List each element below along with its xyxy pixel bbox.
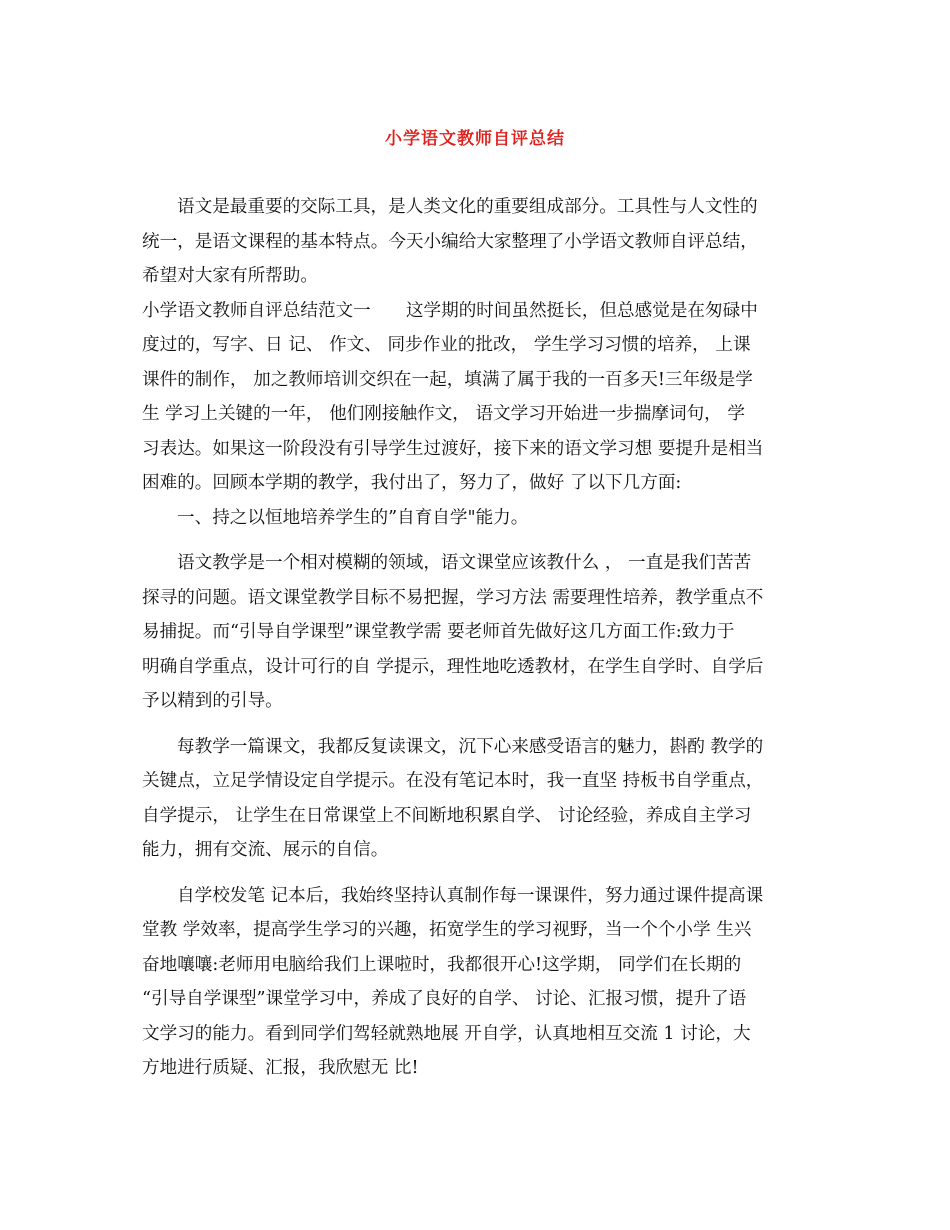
paragraph-gap bbox=[142, 868, 808, 879]
text-line: 文学习的能力。看到同学们驾轻就熟地展 开自学，认真地相互交流 1 讨论，大 bbox=[142, 1023, 751, 1044]
text-line: 堂教 学效率，提高学生学习的兴趣，拓宽学生的学习视野，当一个个小学 生兴 bbox=[142, 920, 752, 940]
text-line: 度过的，写字、日 记、 作文、 同步作业的批改， 学生学习习惯的培养， 上课 bbox=[142, 335, 751, 355]
text-line: 易捕捉。而“引导自学课型”课堂教学需 要老师首先做好这几方面工作:致力于 bbox=[142, 622, 735, 642]
text-line: 予以精到的引导。 bbox=[142, 691, 283, 711]
text-line: 每教学一篇课文，我都反复读课文，沉下心来感受语言的魅力，斟酌 教学的 bbox=[177, 736, 764, 757]
text-line: “引导自学课型”课堂学习中，养成了良好的自学、 讨论、汇报习惯，提升了语 bbox=[142, 989, 747, 1009]
text-line: 方地进行质疑、汇报，我欣慰无 比! bbox=[142, 1058, 419, 1078]
text-line: 习表达。如果这一阶段没有引导学生过渡好，接下来的语文学习想 要提升是相当 bbox=[142, 438, 764, 459]
paragraph-gap bbox=[142, 535, 808, 546]
text-line: 困难的。回顾本学期的教学，我付出了，努力了，做好 了以下几方面: bbox=[142, 473, 682, 493]
text-line: 小学语文教师自评总结范文一 这学期的时间虽然挺长，但总感觉是在匆碌中 bbox=[142, 300, 758, 321]
text-line: 语文是最重要的交际工具，是人类文化的重要组成部分。工具性与人文性的 bbox=[177, 197, 758, 217]
text-line: 探寻的问题。语文课堂教学目标不易把握，学习方法 需要理性培养，教学重点不 bbox=[142, 587, 764, 608]
text-line: 自学提示， 让学生在日常课堂上不间断地积累自学、 讨论经验，养成自主学习 bbox=[142, 805, 752, 826]
document-title: 小学语文教师自评总结 bbox=[385, 129, 565, 149]
text-line: 统一，是语文课程的基本特点。今天小编给大家整理了小学语文教师自评总结， bbox=[142, 231, 758, 252]
document-body bbox=[142, 190, 808, 1086]
text-line: 自学校发笔 记本后，我始终坚持认真制作每一课课件，努力通过课件提高课 bbox=[177, 885, 764, 906]
text-line: 关键点，立足学情设定自学提示。在没有笔记本时，我一直坚 持板书自学重点， bbox=[142, 771, 764, 791]
paragraph-gap bbox=[142, 719, 808, 730]
text-line: 奋地嚷嚷:老师用电脑给我们上课啦时，我都很开心!这学期， 同学们在长期的 bbox=[142, 954, 742, 975]
text-line: 生 学习上关键的一年， 他们刚接触作文， 语文学习开始进一步揣摩词句， 学 bbox=[142, 404, 745, 424]
text-line: 希望对大家有所帮助。 bbox=[142, 266, 318, 286]
text-line: 课件的制作， 加之教师培训交织在一起，填满了属于我的一百多天!三年级是学 bbox=[142, 369, 753, 390]
text-line: 明确自学重点，设计可行的自 学提示，理性地吃透教材，在学生自学时、自学后 bbox=[142, 656, 764, 677]
text-line: 能力，拥有交流、展示的自信。 bbox=[142, 840, 389, 860]
text-line: 语文教学是一个相对模糊的领域，语文课堂应该教什么 ， 一直是我们苦苦 bbox=[177, 553, 752, 573]
text-line: 一、持之以恒地培养学生的”自育自学"能力。 bbox=[177, 507, 529, 528]
